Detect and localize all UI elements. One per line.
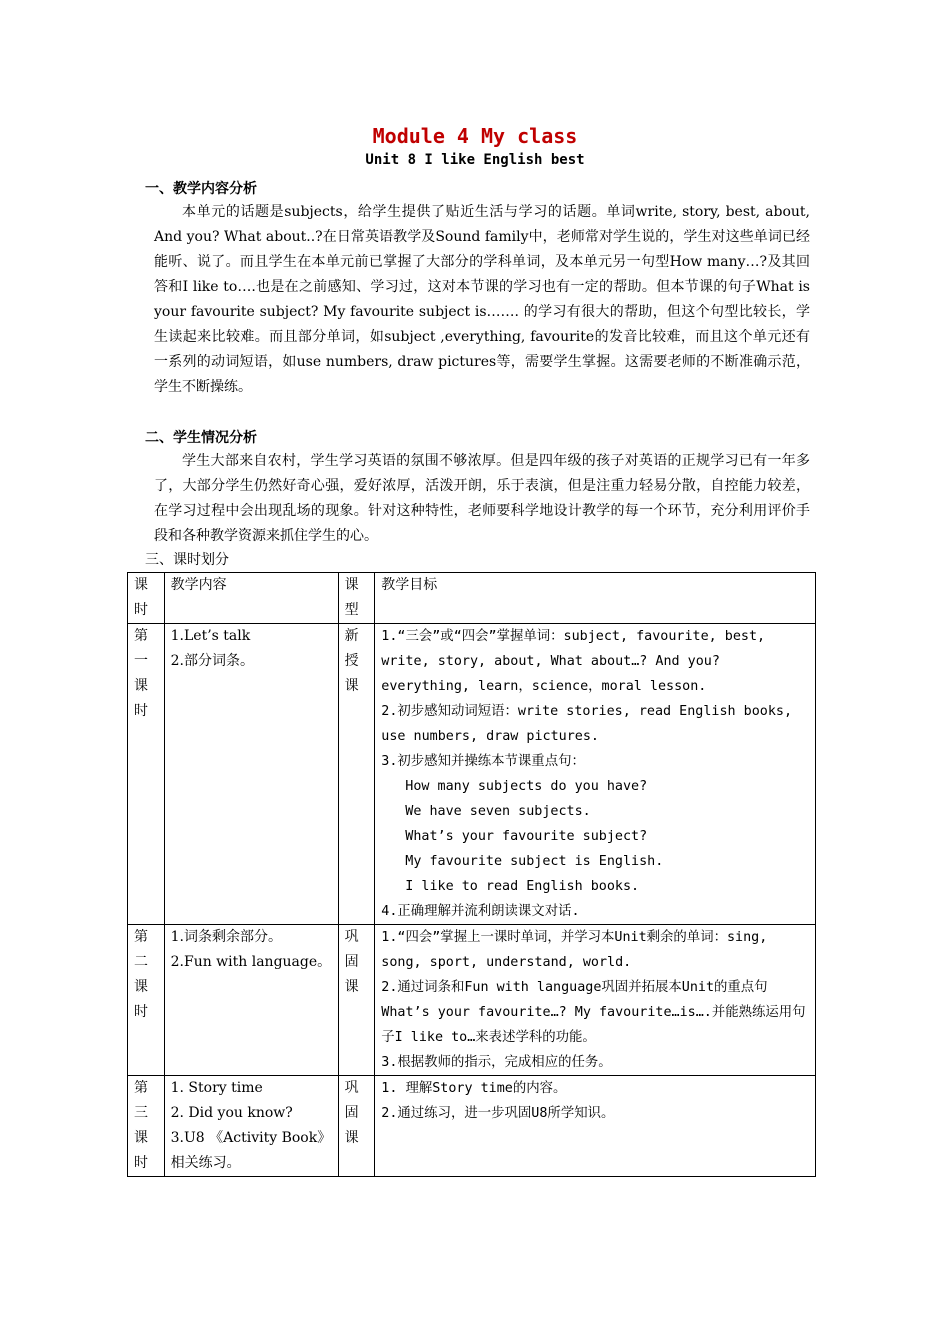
lesson-plan-table <box>127 572 816 1177</box>
goal-item: 1.“三会”或“四会”掌握单词：subject, favourite, best, write, story, about, What about…? And you? everything, learn，science，moral lesson. <box>381 629 766 694</box>
goals-cell <box>375 624 816 925</box>
key-sentence: My favourite subject is English. <box>405 854 664 869</box>
table-row <box>128 624 816 925</box>
key-sentence: What’s your favourite subject? <box>405 829 648 844</box>
table-row <box>128 925 816 1076</box>
content-cell <box>164 1076 338 1177</box>
content-item: 2.Fun with language。 <box>170 954 332 970</box>
goal-item: 2.通过练习，进一步巩固U8所学知识。 <box>381 1106 615 1121</box>
goals-cell <box>375 925 816 1076</box>
goal-item: 2.通过词条和Fun with language巩固并拓展本Unit的重点句What’s your favourite…? My favourite…is….并能熟练运用句子I like to…来表述学科的功能。 <box>381 980 806 1045</box>
period-cell: 第三课时 <box>128 1076 165 1177</box>
content-item: 1.Let’s talk <box>170 628 251 644</box>
type-cell: 巩固课 <box>338 1076 375 1177</box>
goal-item: 2.初步感知动词短语：write stories, read English books, use numbers, draw pictures. <box>381 704 793 744</box>
header-goals: 教学目标 <box>375 573 816 624</box>
goal-item: 1.“四会”掌握上一课时单词，并学习本Unit剩余的单词：sing, song, sport, understand, world. <box>381 930 768 970</box>
period-cell: 第二课时 <box>128 925 165 1076</box>
section-heading-student-analysis: 二、学生情况分析 <box>145 430 257 446</box>
student-analysis-text: 学生大部来自农村，学生学习英语的氛围不够浓厚。但是四年级的孩子对英语的正规学习已有一年多了，大部分学生仍然好奇心强，爱好浓厚，活泼开朗，乐于表演，但是注重力轻易分散，自控能力较差，在学习过程中会出现乱场的现象。针对这种特性，老师要科学地设计教学的每一个环节，充分利用评价手段和各种教学资源来抓住学生的心。 <box>154 453 810 544</box>
content-analysis-text: 本单元的话题是subjects，给学生提供了贴近生活与学习的话题。单词write, story, best, about, And you? What about..?在日常英语教学及Sound family中，老师常对学生说的，学生对这些单词已经能听、说了。而且学生在本单元前已掌握了大部分的学科单词，及本单元另一句型How many…?及其回答和I like to….也是在之前感知、学习过，这对本节课的学习也有一定的帮助。但本节课的句子What is your favourite subject? My favourite subject is……. 的学习有很大的帮助，但这个句型比较长，学生读起来比较难。而且部分单词，如subject ,everything, favourite的发音比较难，而且这个单元还有一系列的动词短语，如use numbers, draw pictures等，需要学生掌握。这需要老师的不断准确示范，学生不断操练。 <box>154 204 810 395</box>
type-cell: 巩固课 <box>338 925 375 1076</box>
header-period: 课时 <box>128 573 165 624</box>
content-item: 2.部分词条。 <box>170 653 254 669</box>
goals-cell <box>375 1076 816 1177</box>
goal-item: 1. 理解Story time的内容。 <box>381 1081 567 1096</box>
section-heading-periods: 三、课时划分 <box>145 552 229 568</box>
type-cell: 新授课 <box>338 624 375 925</box>
content-cell <box>164 925 338 1076</box>
content-item: 3.U8 《Activity Book》相关练习。 <box>170 1130 332 1171</box>
goal-item: 4.正确理解并流利朗读课文对话. <box>381 904 580 919</box>
document-title: Module 4 My class <box>372 124 578 148</box>
header-content: 教学内容 <box>164 573 338 624</box>
content-item: 1.词条剩余部分。 <box>170 929 282 945</box>
table-row <box>128 1076 816 1177</box>
section-heading-content-analysis: 一、教学内容分析 <box>145 181 257 197</box>
content-item: 2. Did you know? <box>170 1105 293 1121</box>
content-analysis-paragraph <box>154 200 810 400</box>
key-sentence: How many subjects do you have? <box>405 779 648 794</box>
key-sentence: I like to read English books. <box>405 879 640 894</box>
content-cell <box>164 624 338 925</box>
goal-item: 3.初步感知并操练本节课重点句： <box>381 754 585 769</box>
header-type: 课型 <box>338 573 375 624</box>
period-cell: 第一课时 <box>128 624 165 925</box>
key-sentence: We have seven subjects. <box>405 804 591 819</box>
content-item: 1. Story time <box>170 1080 263 1096</box>
document-subtitle: Unit 8 I like English best <box>365 152 585 168</box>
table-header-row <box>128 573 816 624</box>
student-analysis-paragraph <box>154 449 810 549</box>
goal-item: 3.根据教师的指示，完成相应的任务。 <box>381 1055 612 1070</box>
